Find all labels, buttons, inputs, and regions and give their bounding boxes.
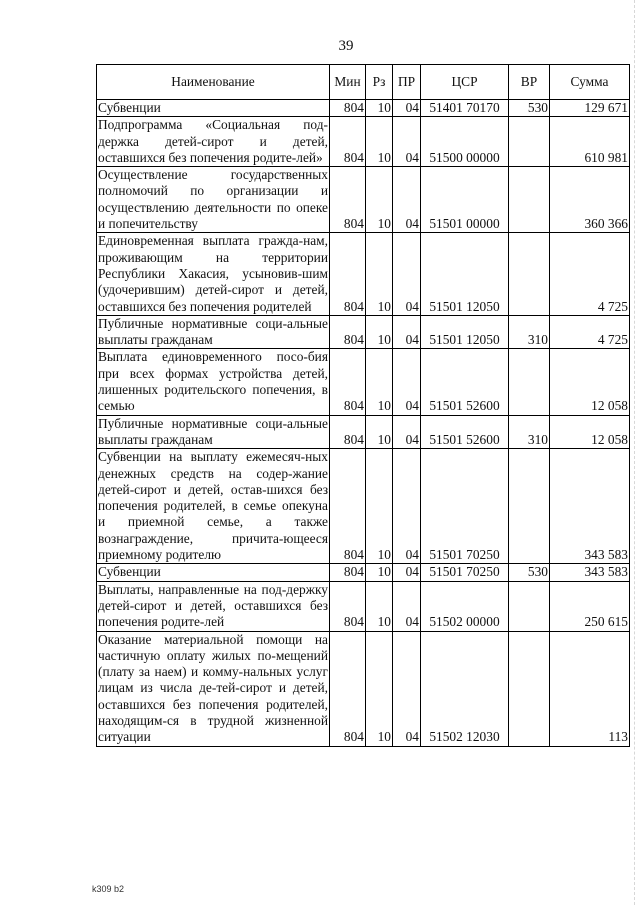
- cell-rz: 10: [366, 233, 393, 315]
- column-header-sum: Сумма: [550, 65, 630, 100]
- cell-min: 804: [330, 581, 366, 631]
- cell-name: Выплата единовременного посо-бия при всех формах устройства детей, лишенных родительского попечения, в семью: [98, 349, 328, 414]
- table-body: [97, 100, 630, 747]
- cell-pr: 04: [393, 100, 421, 117]
- cell-vr: 530: [509, 100, 550, 117]
- cell-rz: 10: [366, 100, 393, 117]
- table-row: [97, 233, 630, 315]
- cell-sum: 129 671: [550, 100, 630, 117]
- cell-name: Подпрограмма «Социальная под-держка детей-сирот и детей, оставшихся без попечения родите-лей»: [98, 117, 328, 165]
- cell-rz: 10: [366, 564, 393, 581]
- cell-csr: 51501 70250: [421, 449, 509, 564]
- budget-table: [96, 64, 630, 747]
- table-row: [97, 167, 630, 233]
- table-row: [97, 631, 630, 746]
- cell-min: 804: [330, 100, 366, 117]
- cell-name: Субвенции: [97, 100, 330, 117]
- page-number: 39: [338, 38, 354, 54]
- cell-min: 804: [330, 315, 366, 349]
- cell-csr: 51500 00000: [421, 117, 509, 167]
- cell-min: 804: [330, 233, 366, 315]
- cell-min: 804: [330, 167, 366, 233]
- cell-sum: 12 058: [550, 415, 630, 449]
- table-row: [97, 581, 630, 631]
- cell-csr: 51501 12050: [421, 315, 509, 349]
- table-row: [97, 449, 630, 564]
- cell-sum: 250 615: [550, 581, 630, 631]
- cell-csr: 51501 70250: [421, 564, 509, 581]
- cell-vr: [509, 117, 550, 167]
- cell-min: 804: [330, 631, 366, 746]
- cell-csr: 51501 12050: [421, 233, 509, 315]
- table-header-row: [97, 65, 630, 100]
- column-header-rz: Рз: [366, 65, 393, 100]
- footer-code: k309 b2: [92, 884, 125, 894]
- cell-sum: 343 583: [550, 449, 630, 564]
- cell-pr: 04: [393, 581, 421, 631]
- cell-csr: 51501 52600: [421, 415, 509, 449]
- cell-min: 804: [330, 349, 366, 415]
- cell-vr: [509, 449, 550, 564]
- cell-pr: 04: [393, 233, 421, 315]
- cell-vr: [509, 167, 550, 233]
- cell-min: 804: [330, 564, 366, 581]
- cell-min: 804: [330, 415, 366, 449]
- table-row: [97, 349, 630, 415]
- cell-pr: 04: [393, 564, 421, 581]
- cell-rz: 10: [366, 581, 393, 631]
- column-header-min: Мин: [330, 65, 366, 100]
- cell-csr: 51501 52600: [421, 349, 509, 415]
- cell-csr: 51502 00000: [421, 581, 509, 631]
- cell-csr: 51501 00000: [421, 167, 509, 233]
- column-header-pr: ПР: [393, 65, 421, 100]
- cell-sum: 12 058: [550, 349, 630, 415]
- cell-pr: 04: [393, 315, 421, 349]
- cell-vr: 310: [509, 415, 550, 449]
- cell-name: Субвенции: [97, 564, 330, 581]
- cell-vr: 530: [509, 564, 550, 581]
- cell-vr: [509, 233, 550, 315]
- cell-sum: 343 583: [550, 564, 630, 581]
- cell-pr: 04: [393, 117, 421, 167]
- cell-pr: 04: [393, 631, 421, 746]
- cell-name: Публичные нормативные соци-альные выплаты гражданам: [98, 415, 328, 447]
- cell-sum: 610 981: [550, 117, 630, 167]
- cell-rz: 10: [366, 315, 393, 349]
- cell-sum: 4 725: [550, 233, 630, 315]
- cell-name: Осуществление государственных полномочий по организации и осуществлению деятельности по опеке и попечительству: [98, 167, 328, 232]
- column-header-name: Наименование: [97, 65, 330, 100]
- column-header-vr: ВР: [509, 65, 550, 100]
- cell-min: 804: [330, 117, 366, 167]
- cell-name: Единовременная выплата гражда-нам, проживающим на территории Республики Хакасия, усыновив-шим (удочерившим) детей-сирот и детей, оставшихся без попечения родителей: [98, 233, 328, 314]
- cell-name: Субвенции на выплату ежемесяч-ных денежных средств на содер-жание детей-сирот и детей, остав-шихся без попечения родителей, в семье опекуна и приемной семье, а также вознаграждение, причита-ющееся приемному родителю: [98, 449, 328, 563]
- table-row: [97, 315, 630, 349]
- cell-rz: 10: [366, 167, 393, 233]
- page-edge-mark: [634, 0, 636, 905]
- cell-pr: 04: [393, 349, 421, 415]
- cell-pr: 04: [393, 167, 421, 233]
- table-row: [97, 564, 630, 581]
- cell-rz: 10: [366, 349, 393, 415]
- cell-rz: 10: [366, 117, 393, 167]
- cell-csr: 51502 12030: [421, 631, 509, 746]
- cell-csr: 51401 70170: [421, 100, 509, 117]
- cell-rz: 10: [366, 415, 393, 449]
- table-row: [97, 415, 630, 449]
- column-header-csr: ЦСР: [421, 65, 509, 100]
- cell-sum: 113: [550, 631, 630, 746]
- cell-rz: 10: [366, 631, 393, 746]
- cell-min: 804: [330, 449, 366, 564]
- cell-sum: 360 366: [550, 167, 630, 233]
- cell-sum: 4 725: [550, 315, 630, 349]
- cell-pr: 04: [393, 449, 421, 564]
- cell-vr: 310: [509, 315, 550, 349]
- cell-rz: 10: [366, 449, 393, 564]
- cell-name: Оказание материальной помощи на частичную оплату жилых по-мещений (плату за наем) и комму-нальных услуг лицам из числа де-тей-сирот и детей, оставшихся без попечения родителей, находящим-ся в трудной жизненной ситуации: [98, 631, 328, 745]
- cell-pr: 04: [393, 415, 421, 449]
- cell-vr: [509, 581, 550, 631]
- cell-vr: [509, 349, 550, 415]
- table-row: [97, 117, 630, 167]
- cell-name: Выплаты, направленные на под-держку детей-сирот и детей, оставшихся без попечения родите-лей: [98, 581, 328, 630]
- table-row: [97, 100, 630, 117]
- cell-name: Публичные нормативные соци-альные выплаты гражданам: [98, 315, 328, 348]
- cell-vr: [509, 631, 550, 746]
